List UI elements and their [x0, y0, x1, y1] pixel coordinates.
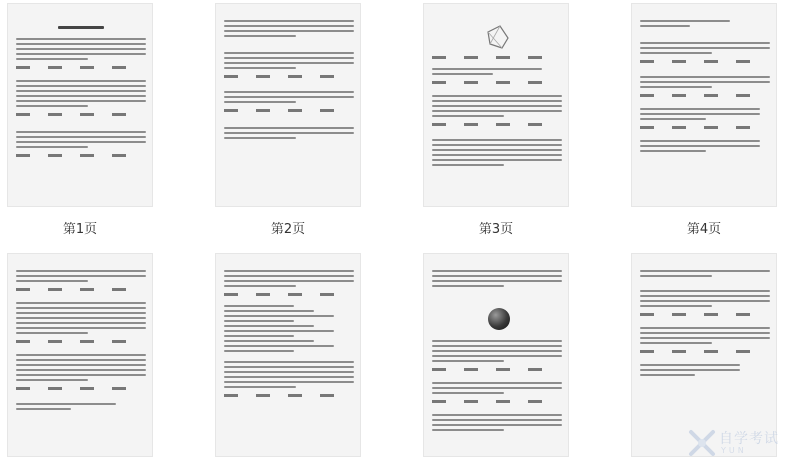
answer-option: [16, 154, 30, 157]
page-label-3: 第3页: [478, 222, 514, 237]
answer-option: [48, 66, 62, 69]
text-line: [640, 86, 712, 88]
answer-option: [224, 394, 238, 397]
answer-option: [704, 94, 718, 97]
answer-option: [112, 288, 126, 291]
answer-option: [80, 154, 94, 157]
text-line: [224, 340, 314, 342]
answer-option: [672, 126, 686, 129]
text-line: [224, 101, 296, 103]
text-line: [432, 280, 562, 282]
text-line: [432, 110, 562, 112]
text-line: [16, 275, 146, 277]
answer-option: [496, 56, 510, 59]
text-line: [640, 145, 760, 147]
text-line: [16, 354, 146, 356]
text-line: [224, 335, 294, 337]
text-line: [16, 302, 146, 304]
text-line: [640, 42, 770, 44]
geometry-figure-icon: [482, 22, 512, 52]
text-line: [16, 270, 146, 272]
answer-option: [256, 75, 270, 78]
answer-option: [288, 75, 302, 78]
text-line: [224, 345, 334, 347]
text-line: [432, 350, 562, 352]
text-line: [224, 30, 354, 32]
text-line: [16, 58, 88, 60]
answer-option: [16, 113, 30, 116]
text-line: [432, 424, 562, 426]
text-line: [224, 305, 294, 307]
text-line: [16, 327, 146, 329]
text-line: [640, 270, 770, 272]
text-line: [224, 310, 314, 312]
text-line: [432, 164, 504, 166]
answer-option: [112, 66, 126, 69]
page-label-4: 第4页: [686, 222, 722, 237]
text-line: [224, 62, 354, 64]
answer-option: [320, 394, 334, 397]
answer-option: [320, 109, 334, 112]
text-line: [432, 144, 562, 146]
text-line: [432, 382, 562, 384]
text-line: [16, 374, 146, 376]
sphere-figure-icon: [488, 308, 510, 330]
text-line: [640, 332, 770, 334]
text-line: [640, 150, 706, 152]
text-line: [432, 414, 562, 416]
text-line: [432, 387, 562, 389]
text-line: [16, 322, 146, 324]
text-line: [432, 139, 562, 141]
text-line: [640, 118, 706, 120]
text-line: [432, 429, 504, 431]
text-line: [224, 96, 354, 98]
answer-option: [80, 113, 94, 116]
text-line: [16, 105, 88, 107]
text-line: [432, 285, 504, 287]
text-line: [224, 366, 354, 368]
text-line: [16, 80, 146, 82]
answer-option: [16, 66, 30, 69]
text-line: [16, 403, 116, 405]
text-line: [224, 132, 354, 134]
answer-option: [48, 288, 62, 291]
answer-option: [288, 394, 302, 397]
text-line: [432, 73, 493, 75]
text-line: [640, 20, 730, 22]
answer-option: [80, 387, 94, 390]
answer-option: [672, 313, 686, 316]
answer-option: [112, 154, 126, 157]
text-line: [16, 364, 146, 366]
text-line: [640, 300, 770, 302]
text-line: [640, 140, 760, 142]
text-line: [432, 270, 562, 272]
answer-option: [704, 350, 718, 353]
answer-option: [80, 340, 94, 343]
text-line: [640, 364, 740, 366]
answer-option: [704, 313, 718, 316]
answer-option: [672, 60, 686, 63]
text-line: [224, 25, 354, 27]
text-line: [432, 149, 562, 151]
text-line: [224, 320, 294, 322]
answer-option: [432, 56, 446, 59]
text-line: [640, 327, 770, 329]
answer-option: [736, 313, 750, 316]
text-line: [224, 381, 354, 383]
answer-option: [640, 94, 654, 97]
text-line: [640, 295, 770, 297]
watermark-text: 自学考试: [719, 431, 779, 447]
answer-option: [112, 387, 126, 390]
text-line: [16, 53, 146, 55]
answer-option: [736, 126, 750, 129]
answer-option: [528, 56, 542, 59]
text-line: [224, 315, 334, 317]
text-line: [16, 317, 146, 319]
text-line: [640, 342, 712, 344]
page-thumbnail-2[interactable]: [215, 3, 361, 207]
answer-option: [640, 60, 654, 63]
text-line: [640, 47, 770, 49]
text-line: [16, 280, 88, 282]
text-line: [432, 105, 562, 107]
text-line: [432, 95, 562, 97]
answer-option: [496, 81, 510, 84]
text-line: [224, 270, 354, 272]
answer-option: [112, 340, 126, 343]
answer-option: [256, 109, 270, 112]
text-line: [432, 345, 562, 347]
text-line: [16, 90, 146, 92]
answer-option: [464, 123, 478, 126]
answer-option: [736, 350, 750, 353]
text-line: [432, 355, 562, 357]
answer-option: [16, 288, 30, 291]
answer-option: [256, 394, 270, 397]
text-line: [16, 141, 146, 143]
text-line: [640, 374, 695, 376]
text-line: [16, 146, 88, 148]
text-line: [224, 350, 294, 352]
text-line: [16, 43, 146, 45]
page-thumbnail-4[interactable]: [631, 3, 777, 207]
answer-option: [80, 288, 94, 291]
text-line: [16, 95, 146, 97]
answer-option: [672, 350, 686, 353]
answer-option: [496, 368, 510, 371]
text-line: [16, 408, 71, 410]
answer-option: [48, 340, 62, 343]
text-line: [224, 20, 354, 22]
text-line: [224, 52, 354, 54]
text-line: [640, 305, 712, 307]
text-line: [16, 38, 146, 40]
answer-option: [640, 350, 654, 353]
text-line: [58, 26, 104, 29]
answer-option: [16, 340, 30, 343]
answer-option: [528, 400, 542, 403]
watermark-logo-icon: [687, 428, 717, 458]
text-line: [16, 136, 146, 138]
text-line: [16, 131, 146, 133]
answer-option: [288, 109, 302, 112]
text-line: [224, 330, 334, 332]
text-line: [224, 35, 296, 37]
answer-option: [736, 94, 750, 97]
text-line: [432, 360, 504, 362]
page-thumbnail-7[interactable]: [423, 253, 569, 457]
text-line: [224, 127, 354, 129]
text-line: [224, 67, 296, 69]
text-line: [16, 369, 146, 371]
text-line: [16, 85, 146, 87]
text-line: [224, 376, 354, 378]
text-line: [640, 275, 712, 277]
text-line: [640, 76, 770, 78]
answer-option: [256, 293, 270, 296]
text-line: [16, 307, 146, 309]
answer-option: [496, 400, 510, 403]
text-line: [640, 81, 770, 83]
answer-option: [432, 400, 446, 403]
answer-option: [48, 154, 62, 157]
page-label-1: 第1页: [62, 222, 98, 237]
text-line: [640, 25, 690, 27]
text-line: [432, 100, 562, 102]
answer-option: [320, 75, 334, 78]
text-line: [224, 91, 354, 93]
text-line: [16, 332, 88, 334]
answer-option: [464, 400, 478, 403]
answer-option: [704, 126, 718, 129]
text-line: [224, 361, 354, 363]
page-thumbnail-5[interactable]: [7, 253, 153, 457]
answer-option: [224, 75, 238, 78]
answer-option: [48, 113, 62, 116]
answer-option: [320, 293, 334, 296]
text-line: [640, 337, 770, 339]
answer-option: [432, 81, 446, 84]
answer-option: [464, 81, 478, 84]
answer-option: [736, 60, 750, 63]
answer-option: [640, 126, 654, 129]
text-line: [224, 325, 314, 327]
text-line: [432, 392, 504, 394]
text-line: [640, 52, 712, 54]
text-line: [432, 340, 562, 342]
text-line: [224, 137, 296, 139]
answer-option: [224, 293, 238, 296]
page-thumbnail-6[interactable]: [215, 253, 361, 457]
text-line: [640, 113, 760, 115]
text-line: [432, 275, 562, 277]
text-line: [224, 285, 296, 287]
answer-option: [112, 113, 126, 116]
text-line: [16, 359, 146, 361]
text-line: [224, 371, 354, 373]
answer-option: [464, 368, 478, 371]
text-line: [432, 159, 562, 161]
answer-option: [528, 81, 542, 84]
text-line: [16, 48, 146, 50]
text-line: [224, 57, 354, 59]
answer-option: [288, 293, 302, 296]
site-watermark-logo: [687, 426, 779, 460]
answer-option: [672, 94, 686, 97]
text-line: [224, 386, 296, 388]
watermark-subtext: YUN: [721, 446, 747, 455]
text-line: [432, 115, 504, 117]
answer-option: [48, 387, 62, 390]
page-thumbnail-3[interactable]: [423, 3, 569, 207]
page-label-2: 第2页: [270, 222, 306, 237]
answer-option: [224, 109, 238, 112]
answer-option: [496, 123, 510, 126]
answer-option: [704, 60, 718, 63]
text-line: [640, 369, 740, 371]
text-line: [16, 100, 146, 102]
answer-option: [432, 368, 446, 371]
answer-option: [464, 56, 478, 59]
page-thumbnail-1[interactable]: [7, 3, 153, 207]
text-line: [640, 290, 770, 292]
text-line: [224, 280, 354, 282]
text-line: [432, 154, 562, 156]
answer-option: [528, 368, 542, 371]
answer-option: [432, 123, 446, 126]
text-line: [16, 312, 146, 314]
text-line: [16, 379, 88, 381]
answer-option: [80, 66, 94, 69]
text-line: [432, 68, 542, 70]
answer-option: [640, 313, 654, 316]
answer-option: [16, 387, 30, 390]
answer-option: [528, 123, 542, 126]
text-line: [432, 419, 562, 421]
text-line: [640, 108, 760, 110]
text-line: [224, 275, 354, 277]
